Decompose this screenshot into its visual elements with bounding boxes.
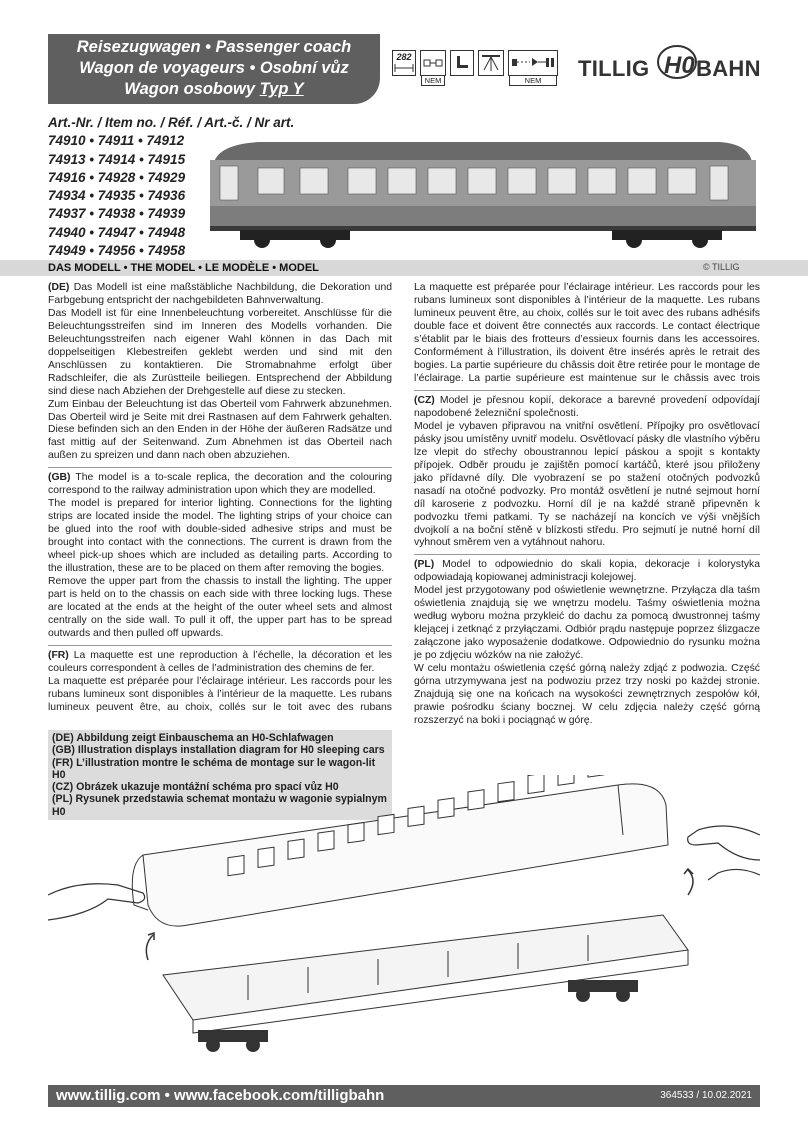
article-row: 74937 • 74938 • 74939: [48, 206, 186, 222]
footer-bar: [48, 1085, 760, 1107]
caption-cz: (CZ) Obrázek ukazuje montážní schéma pro spací vůz H0: [52, 781, 339, 794]
logo-text-left: TILLIG: [578, 56, 650, 81]
caption-de: (DE) Abbildung zeigt Einbauschema an H0-Schlafwagen: [52, 732, 334, 744]
feature-icons: [392, 50, 558, 85]
text-gb-intro: The model is a to-scale replica, the decoration and the colouring correspond to the railway administration upon which they are modelled.: [48, 472, 392, 497]
hand-left-icon: [48, 884, 145, 920]
title-line-2: Wagon de voyageurs • Osobní vůz: [79, 59, 349, 77]
hand-right-icon: [688, 826, 760, 880]
article-row: 74949 • 74956 • 74958: [48, 243, 186, 259]
footer-url[interactable]: www.tillig.com • www.facebook.com/tilligbahn: [56, 1087, 385, 1104]
coach-body-lower: [210, 206, 756, 228]
text-gb-removal: Remove the upper part from the chassis to install the lighting. The upper part is held on to the chassis on each side with three locking lugs. These are located at the ends at the height of the outer wheel sets and almost centrally on the side wall. To pull it off, the upper part has to be spread outwards and then pulled off upwards.: [48, 575, 392, 639]
text-cz-lighting: Model je vybaven připravou na vnitřní osvětlení. Přípojky pro osvětlovací pásky jsou umístěny uvnitř modelu. Osvětlovací pásky dle vlastního výběru lze vlepit do střechy oboustrannou lepicí páskou a spojit s kontakty přípojek. Odběr proudu je zajištěn pomocí kartáčů, které jsou přiloženy jako přídavné díly. Dle vyobrazení se po stažení otočných podvozků nasadí na otočné podvozky. Pro montáž osvětlení je nutné sejmout horní díl karoserie z podvozku. Horní díl je na každé straně připevněn k podvozku třemi patkami. Ty se nacházejí na koncích ve výši vnějších dvojkolí a na boční stěně v blízkosti středu. Pro sejmutí je nutné horní díl vyhnout směrem ven a vytáhnout nahoru.: [414, 420, 760, 549]
assembly-diagram: [48, 775, 760, 1075]
text-de: [48, 282, 392, 308]
caption-fr: (FR) L’illustration montre le schéma de montage sur le wagon-lit H0: [52, 756, 376, 781]
text-pl-removal: W celu montażu oświetlenia część górną należy zdjąć z podwozia. Część górna utrzymywana jest na podwoziu przez trzy noski po każdej stronie. Znajdują się one na końcach na wysokości zewnętrznych zespołów kół, prawie pośrodku ściany bocznej. W celu zdjęcia należy część górną rozszerzyć na boki i pociągnąć w górę.: [414, 663, 760, 726]
chassis-drawing: [163, 915, 688, 1033]
coach-bogies: [240, 230, 722, 248]
article-row: 74934 • 74935 • 74936: [48, 188, 186, 204]
text-column-left: [48, 282, 392, 715]
seat-interior-icon: [450, 50, 474, 76]
footer-doc-number: 364533 / 10.02.2021: [660, 1090, 752, 1101]
article-row: 74913 • 74914 • 74915: [48, 151, 186, 167]
lang-de-label: (DE): [48, 282, 70, 293]
coach-photo: [200, 136, 760, 254]
text-pl: [414, 559, 760, 585]
text-cz-intro: Model je přesnou kopií, dekorace a barevné provedení odpovídají napodobené železniční společnosti.: [414, 395, 760, 419]
lang-fr-label: (FR): [48, 649, 69, 661]
text-fr: [48, 650, 392, 676]
divider: [414, 554, 760, 555]
text-de-lighting: Das Modell ist für eine Innenbeleuchtung vorbereitet. Anschlüsse für die Beleuchtungsstreifen sind im Inneren des Modells vorhanden. Die Beleuchtungsstreifen nach eigener Wahl können in das Dach mit doppelseitigen Klebestreifen geklebt werden und sind mit den Anschlüssen zu kontaktieren. Die Stromabnahme erfolgt über Radschleifer, die als Zurüstteile beiliegen. Entsprechend der Abbildung sind diese nach Abziehen der Drehgestelle auf diese zu stecken.: [48, 307, 392, 397]
text-fr-lighting: La maquette est préparée pour l’éclairage intérieur. Les raccords pour les rubans lumineux sont disponibles à l’intérieur de la maquette. Les rubans lumineux peuvent être, au choix, collés sur le toit avec des rubans adhésifs double face et doivent être connectés aux raccords. Le contact électrique s’établit par le biais des frotteurs d’essieux fournis dans les accessoires. Conformément à l’illustration, ils doivent être insérés après le retrait des bogies. La partie supérieure du châssis doit être retirée pour le montage de l’éclairage. La partie supérieure est maintenue sur le châssis avec trois: [414, 282, 760, 384]
text-fr-lighting-start: La maquette est préparée pour l’éclairage intérieur. Les raccords pour les rubans lumineux sont disponibles à l’intérieur de la maquette. Les rubans lumineux peuvent être, au choix, collés sur le toit avec des rubans: [48, 675, 392, 713]
lighting-prepared-icon: [478, 50, 504, 76]
divider: [48, 467, 392, 468]
lang-pl-label: (PL): [414, 559, 435, 571]
lang-gb-label: (GB): [48, 472, 71, 484]
coupling-nem-icon: NEM: [508, 50, 558, 76]
coach-roof: [214, 142, 752, 162]
article-row: 74910 • 74911 • 74912: [48, 133, 185, 149]
text-gb-lighting: The model is prepared for interior lighting. Connections for the lighting strips are located inside the model. The lighting strips of your choice can be glued into the roof with double-sided adhesive strips and must be brought into contact with the connections. The current is drawn from the wheel pick-up shoes which are included as detailing parts. According to the illustration, these are to be placed on them after removing the bogies.: [48, 498, 392, 575]
text-de-removal: Zum Einbau der Beleuchtung ist das Oberteil vom Fahrwerk abzunehmen. Das Oberteil wird je Seite mit drei Rastnasen auf dem Fahrwerk gehalten. Diese befinden sich an den Enden in der Höhe der äußeren Radsätze und fast mittig auf der Seitenwand. Zum Abnehmen ist das Oberteil nach außen zu spreizen und dann nach oben abzuziehen.: [48, 398, 392, 462]
nem-coupling-icon: NEM: [420, 50, 446, 76]
article-heading: Art.-Nr. / Item no. / Réf. / Art.-č. / Nr art.: [48, 115, 295, 130]
text-pl-lighting: Model jest przygotowany pod oświetlenie wewnętrzne. Przyłącza dla taśm oświetlenia znajdują się we wnętrzu modelu. Taśmy oświetlenia można według wyboru można przykleić do dachu za pomocą dwustronnej taśmy klejącej i zetknąć z przyłączami. Odbiór prądu następuje poprzez ślizgacze załączone jako wyposażenie dodatkowe. Odpowiednio do rysunku można je po zdjęciu wózków na nie założyć.: [414, 585, 760, 662]
divider: [48, 645, 392, 646]
lang-cz-label: (CZ): [414, 395, 435, 406]
title-line-1: Reisezugwagen • Passenger coach: [76, 38, 352, 56]
title-line-3: [48, 79, 380, 100]
text-pl-intro: Model to odpowiednio do skali kopia, dekoracje i kolorystyka odpowiadają kopiowanej administracji kolejowej.: [414, 559, 760, 584]
logo-text-right: BAHN: [696, 56, 761, 81]
text-de-intro: Das Modell ist eine maßstäbliche Nachbildung, die Dekoration und Farbgebung entspricht der nachgebildeten Bahnverwaltung.: [48, 282, 392, 306]
text-cz: [414, 395, 760, 421]
article-row: 74916 • 74928 • 74929: [48, 169, 186, 185]
title-block: [48, 34, 380, 104]
tillig-bahn-logo: [576, 54, 762, 84]
title-line-3-prefix: Wagon osobowy: [124, 80, 260, 98]
title-type: Typ Y: [259, 80, 304, 98]
section-title: DAS MODELL • THE MODEL • LE MODÈLE • MODEL: [48, 262, 319, 274]
text-fr-intro: La maquette est une reproduction à l’échelle, la décoration et les couleurs correspondent à celles de l’administration des chemins de fer.: [48, 649, 392, 674]
coach-shell-drawing: [132, 784, 668, 926]
caption-pl: (PL) Rysunek przedstawia schemat montażu w wagonie sypialnym H0: [52, 793, 387, 818]
length-282-icon: 282: [392, 50, 416, 76]
text-column-right: [414, 282, 760, 728]
divider: [414, 390, 760, 391]
copyright: © TILLIG: [703, 262, 740, 272]
logo-text-h0: H0: [664, 52, 695, 79]
article-row: 74940 • 74947 • 74948: [48, 224, 186, 240]
text-gb: [48, 472, 392, 498]
caption-gb: (GB) Illustration displays installation diagram for H0 sleeping cars: [52, 744, 385, 757]
